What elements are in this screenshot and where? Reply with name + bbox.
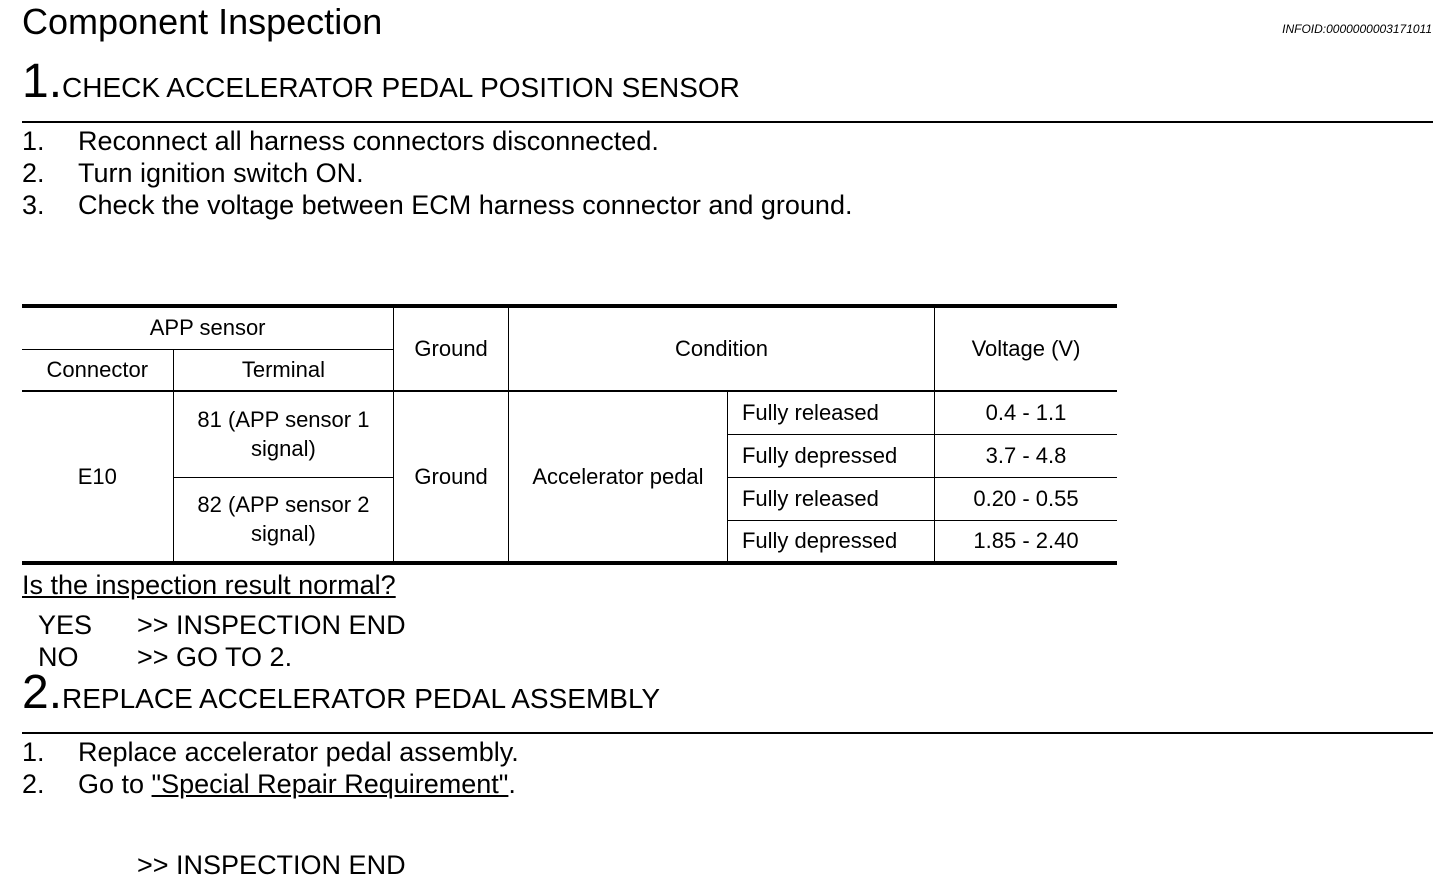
list-item: Replace accelerator pedal assembly. xyxy=(78,737,519,767)
header-connector: Connector xyxy=(22,349,173,391)
list-item xyxy=(78,768,516,800)
condition-state-cell: Fully released xyxy=(727,477,934,520)
voltage-cell: 0.20 - 0.55 xyxy=(935,477,1117,520)
step-1-number: 1. xyxy=(22,55,63,108)
yes-label: YES xyxy=(38,610,93,640)
voltage-cell: 1.85 - 2.40 xyxy=(935,520,1117,563)
step-1-heading xyxy=(22,55,740,108)
no-label: NO xyxy=(38,642,79,672)
yes-action: >> INSPECTION END xyxy=(137,610,406,640)
connector-cell: E10 xyxy=(22,391,173,563)
step-1-title: CHECK ACCELERATOR PEDAL POSITION SENSOR xyxy=(62,72,740,103)
list-number: 1. xyxy=(22,737,45,767)
list-number: 1. xyxy=(22,126,45,156)
step-2-title: REPLACE ACCELERATOR PEDAL ASSEMBLY xyxy=(62,683,661,714)
step-2-number: 2. xyxy=(22,666,63,719)
page-title: Component Inspection xyxy=(22,1,383,42)
special-repair-requirement-link[interactable]: "Special Repair Requirement" xyxy=(151,769,509,799)
condition-state-cell: Fully released xyxy=(727,391,934,434)
header-condition: Condition xyxy=(508,306,934,391)
list-number: 2. xyxy=(22,769,45,799)
header-terminal: Terminal xyxy=(173,349,394,391)
ground-cell: Ground xyxy=(394,391,509,563)
no-action: >> GO TO 2. xyxy=(137,642,293,672)
header-ground: Ground xyxy=(394,306,509,391)
list-item-suffix: . xyxy=(508,769,516,799)
end-action: >> INSPECTION END xyxy=(137,850,406,880)
step-2-heading xyxy=(22,666,661,719)
list-item: Check the voltage between ECM harness connector and ground. xyxy=(78,190,853,220)
voltage-cell: 0.4 - 1.1 xyxy=(935,391,1117,434)
list-item-prefix: Go to xyxy=(78,769,152,799)
terminal-cell: 82 (APP sensor 2 signal) xyxy=(173,477,394,563)
header-voltage: Voltage (V) xyxy=(935,306,1117,391)
list-number: 3. xyxy=(22,190,45,220)
list-item: Turn ignition switch ON. xyxy=(78,158,364,188)
step-2-divider xyxy=(22,732,1433,734)
list-item: Reconnect all harness connectors disconnected. xyxy=(78,126,659,156)
voltage-cell: 3.7 - 4.8 xyxy=(935,434,1117,477)
step-1-divider xyxy=(22,121,1433,123)
voltage-spec-table xyxy=(22,304,1117,565)
list-number: 2. xyxy=(22,158,45,188)
header-app-sensor: APP sensor xyxy=(22,306,394,349)
result-question: Is the inspection result normal? xyxy=(22,570,396,600)
condition-item-cell: Accelerator pedal xyxy=(508,391,727,563)
condition-state-cell: Fully depressed xyxy=(727,520,934,563)
condition-state-cell: Fully depressed xyxy=(727,434,934,477)
info-id: INFOID:0000000003171011 xyxy=(1282,22,1432,36)
terminal-cell: 81 (APP sensor 1 signal) xyxy=(173,391,394,477)
